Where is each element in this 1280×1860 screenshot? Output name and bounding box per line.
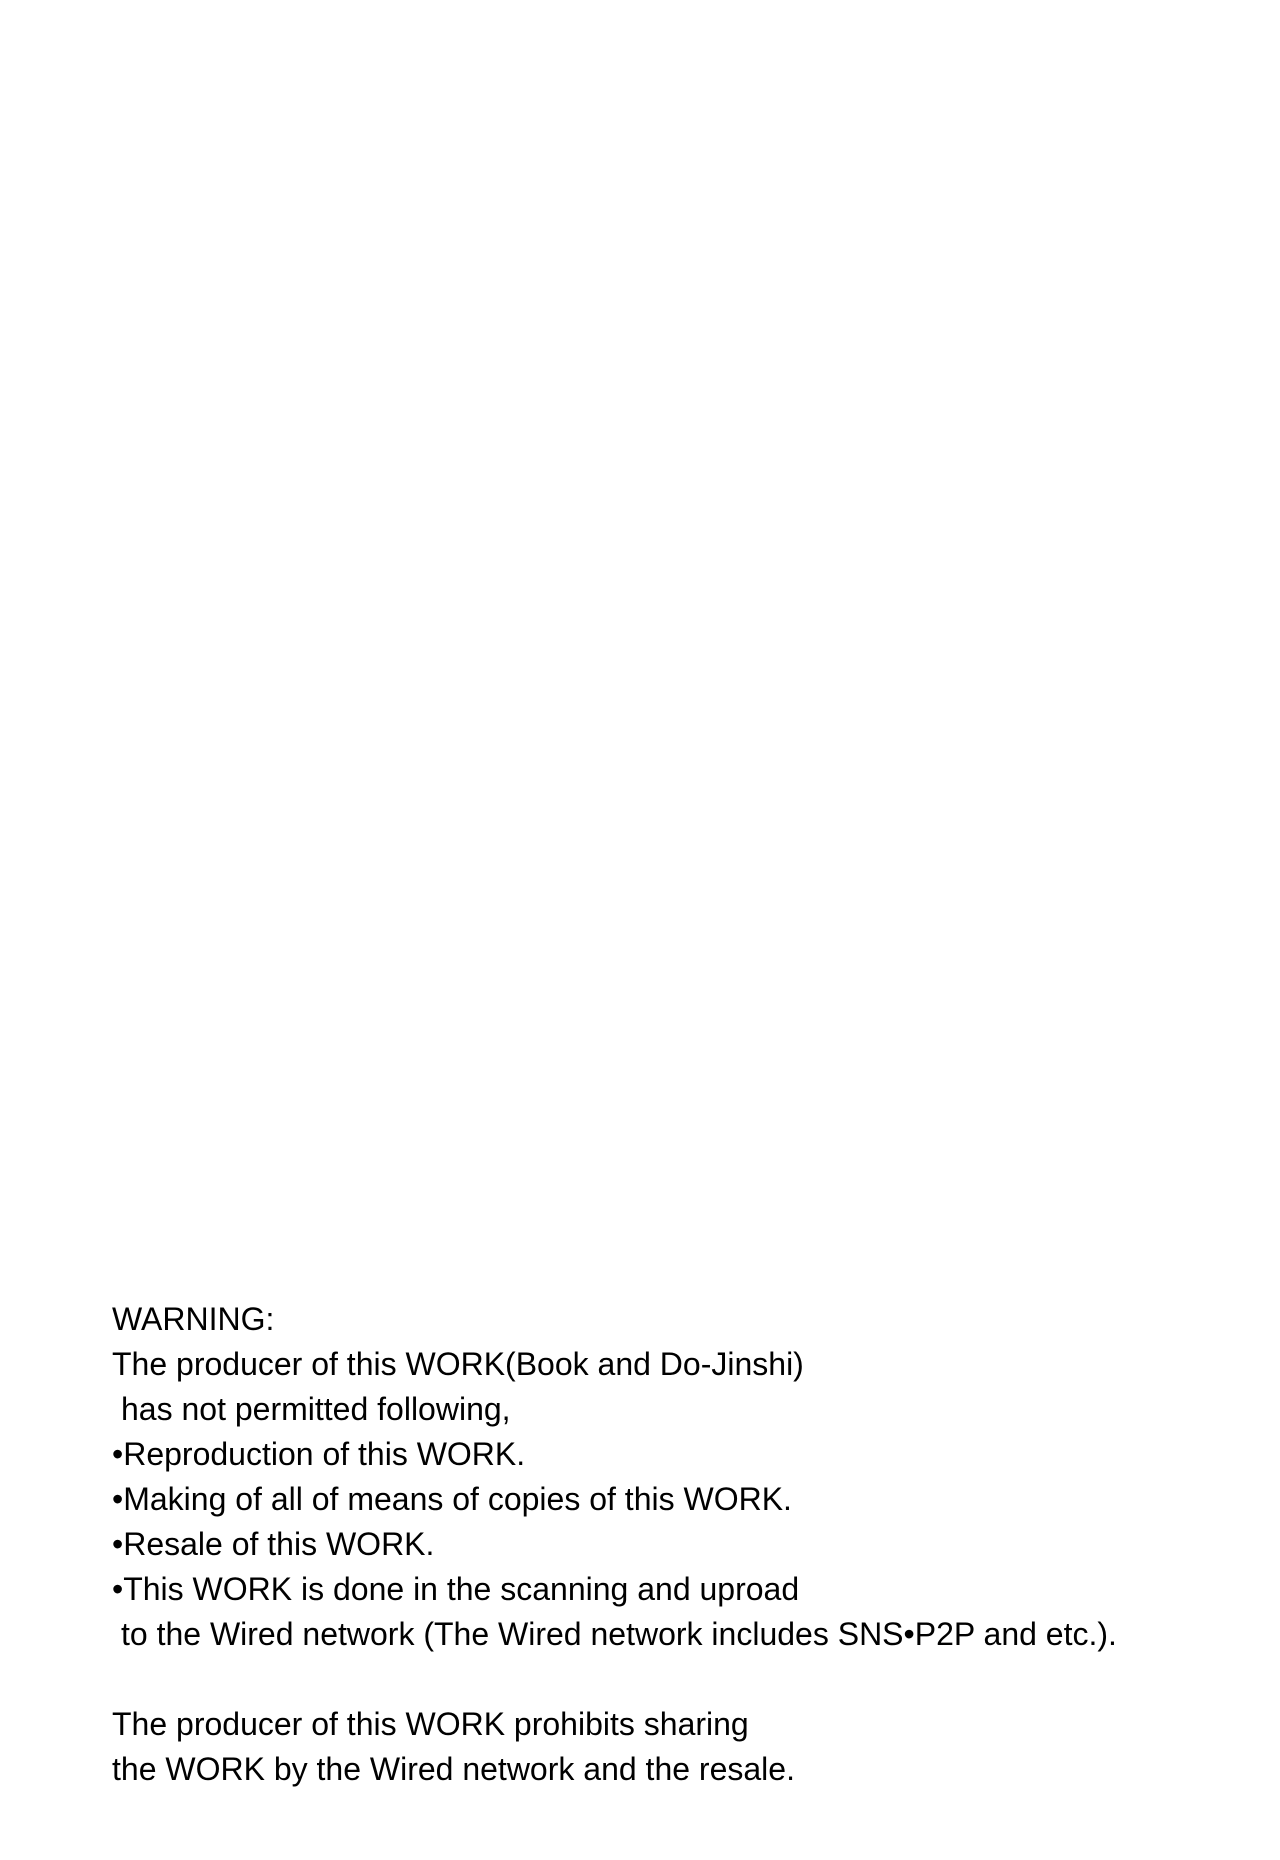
notice-item-copies: •Making of all of means of copies of this WORK. <box>112 1481 792 1517</box>
closing-line-resale: the WORK by the Wired network and the resale. <box>112 1751 795 1787</box>
notice-line-not-permitted: has not permitted following, <box>121 1391 511 1427</box>
closing-line-prohibits: The producer of this WORK prohibits sharing <box>112 1706 749 1742</box>
paragraph-gap <box>112 1657 1262 1702</box>
notice-item-wired-network: to the Wired network (The Wired network includes SNS•P2P and etc.). <box>121 1616 1117 1652</box>
notice-item-scanning: •This WORK is done in the scanning and uproad <box>112 1571 800 1607</box>
warning-heading: WARNING: <box>112 1301 275 1337</box>
notice-line-producer: The producer of this WORK(Book and Do-Jinshi) <box>112 1346 804 1382</box>
warning-notice <box>112 1297 1262 1792</box>
notice-item-reproduction: •Reproduction of this WORK. <box>112 1436 526 1472</box>
notice-item-resale: •Resale of this WORK. <box>112 1526 435 1562</box>
